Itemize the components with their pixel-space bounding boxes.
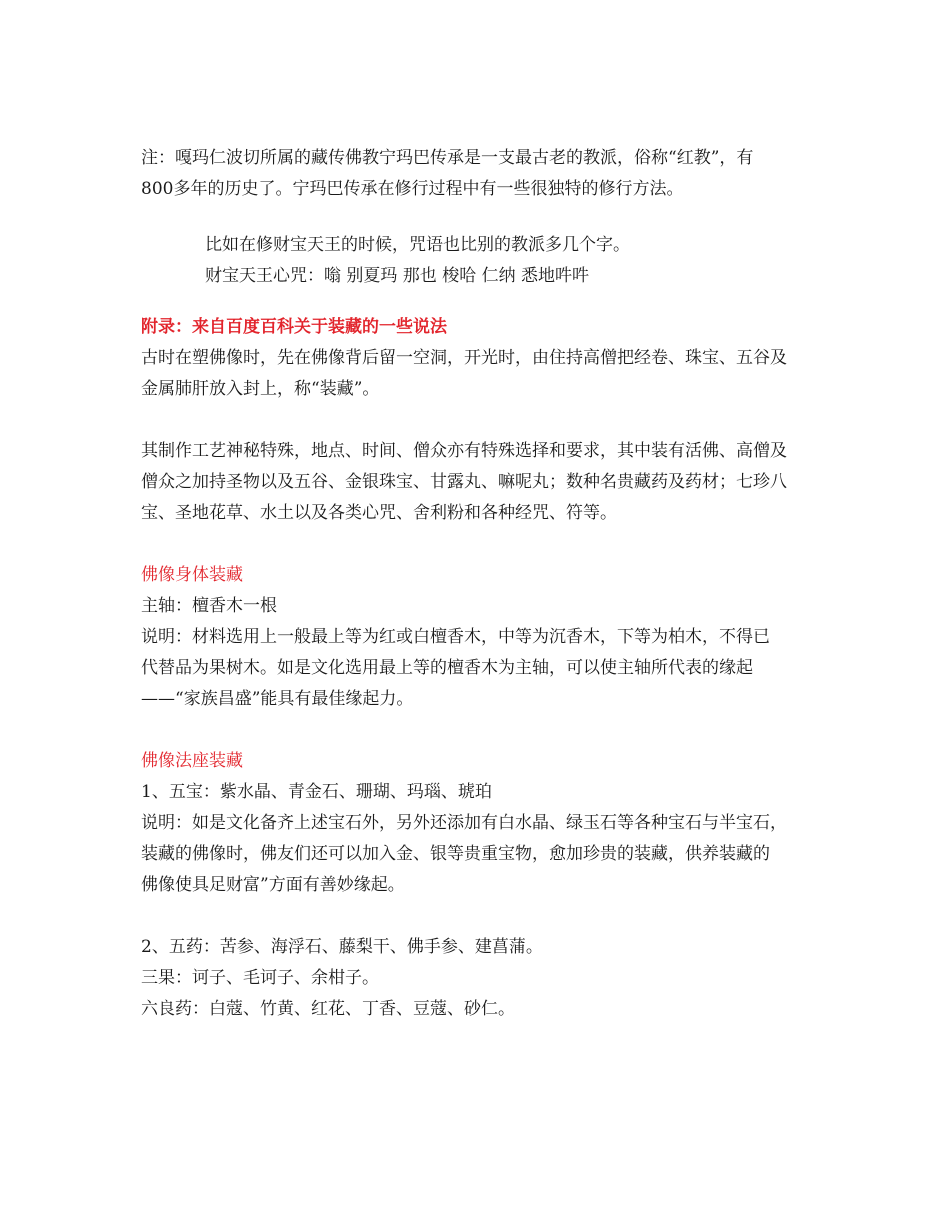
- appendix-para1-line-2: 金属肺肝放入封上，称“装藏”。: [141, 379, 380, 399]
- note-line-2: 800多年的历史了。宁玛巴传承在修行过程中有一些很独特的修行方法。: [141, 179, 684, 199]
- seat-section-item-2: 2、五药：苦参、海浮石、藤梨干、佛手参、建菖蒲。: [141, 937, 543, 957]
- seat-section-desc-line-2: 装藏的佛像时，佛友们还可以加入金、银等贵重宝物，愈加珍贵的装藏，供养装藏的: [141, 844, 770, 864]
- spacer: [141, 715, 816, 746]
- body-section-desc-line-3: ——“家族昌盛”能具有最佳缘起力。: [141, 689, 414, 709]
- example-line-1: 比如在修财宝天王的时候，咒语也比别的教派多几个字。: [205, 235, 630, 255]
- body-section-heading: 佛像身体装藏: [141, 565, 243, 585]
- note-line-1: 注：嘎玛仁波切所属的藏传佛教宁玛巴传承是一支最古老的教派，俗称“红教”，有: [141, 148, 754, 168]
- seat-section-desc-line-1: 说明：如是文化备齐上述宝石外，另外还添加有白水晶、绿玉石等各种宝石与半宝石，: [141, 813, 787, 833]
- spacer: [141, 405, 816, 436]
- appendix-heading: 附录：来自百度百科关于装藏的一些说法: [141, 317, 447, 337]
- document-page: [141, 143, 816, 1025]
- spacer: [141, 529, 816, 560]
- seat-section-desc-line-3: 佛像使具足财富”方面有善妙缘起。: [141, 875, 405, 895]
- appendix-para1-line-1: 古时在塑佛像时，先在佛像背后留一空洞，开光时，由住持高僧把经卷、珠宝、五谷及: [141, 348, 787, 368]
- appendix-para2-line-1: 其制作工艺神秘特殊，地点、时间、僧众亦有特殊选择和要求，其中装有活佛、高僧及: [141, 441, 787, 461]
- body-section-axis: 主轴：檀香木一根: [141, 596, 277, 616]
- seat-section-item-1: 1、五宝：紫水晶、青金石、珊瑚、玛瑙、琥珀: [141, 782, 492, 802]
- seat-section-item-3: 三果：诃子、毛诃子、余柑子。: [141, 968, 379, 988]
- mantra-line: 财宝天王心咒：嗡 别夏玛 那也 梭哈 仁纳 悉地吽吽: [205, 266, 590, 286]
- body-section-desc-line-1: 说明：材料选用上一般最上等为红或白檀香木，中等为沉香木，下等为柏木，不得已: [141, 627, 770, 647]
- seat-section-item-4: 六良药：白蔻、竹黄、红花、丁香、豆蔻、砂仁。: [141, 999, 515, 1019]
- appendix-para2-line-3: 宝、圣地花草、水土以及各类心咒、舍利粉和各种经咒、符等。: [141, 503, 617, 523]
- seat-section-heading: 佛像法座装藏: [141, 751, 243, 771]
- body-section-desc-line-2: 代替品为果树木。如是文化选用最上等的檀香木为主轴，可以使主轴所代表的缘起: [141, 658, 753, 678]
- spacer: [141, 292, 816, 312]
- appendix-para2-line-2: 僧众之加持圣物以及五谷、金银珠宝、甘露丸、嘛呢丸；数种名贵藏药及药材；七珍八: [141, 472, 787, 492]
- spacer: [141, 901, 816, 932]
- spacer: [141, 205, 816, 230]
